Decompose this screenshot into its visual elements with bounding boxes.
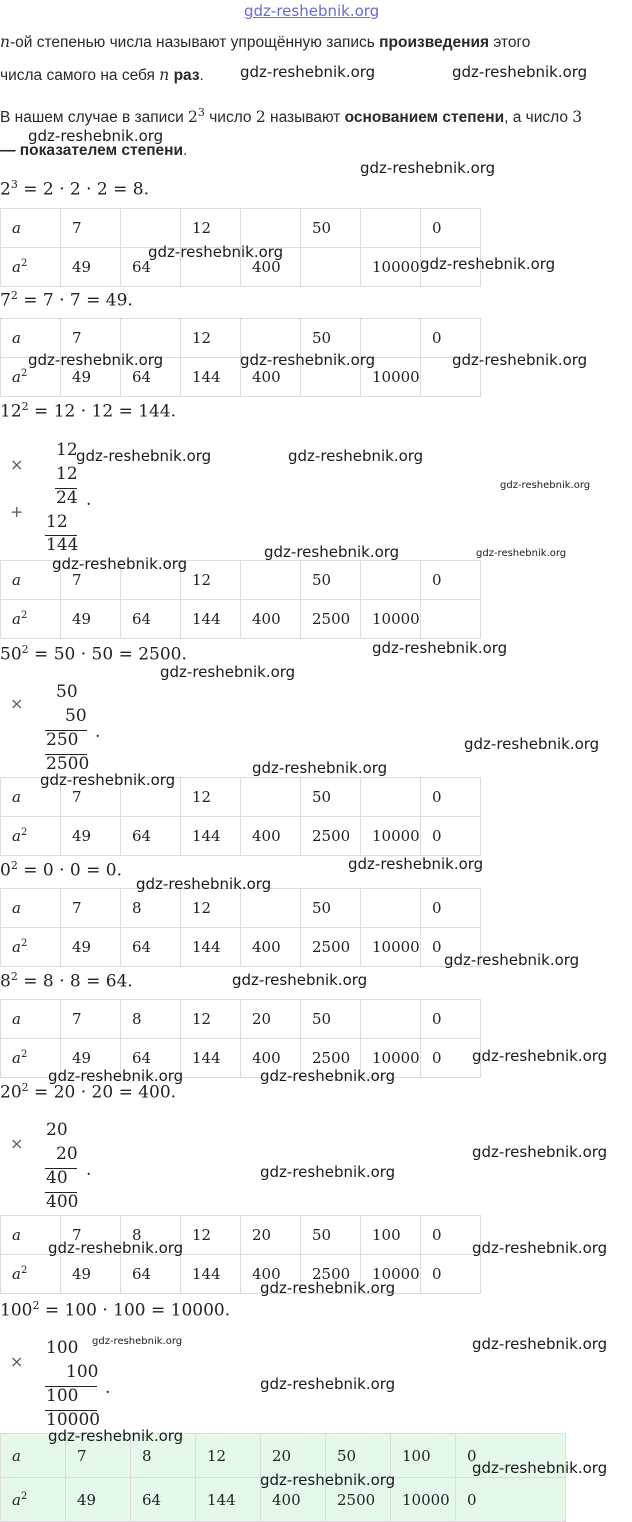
watermark: gdz-reshebnik.org [92,1336,183,1347]
watermark: gdz-reshebnik.org [500,480,591,491]
table-row-a: a 7 12 50 0 [1,209,481,248]
watermark: gdz-reshebnik.org [260,1067,396,1085]
squares-table-5 [0,888,481,967]
watermark: gdz-reshebnik.org [260,1163,396,1181]
watermark-top[interactable]: gdz-reshebnik.org [244,2,380,20]
intro-line-1: n-ой степенью числа называют упрощённую запись произведения этого [0,33,531,51]
table-row-a: a 7 8 12 20 50 0 [1,1000,481,1039]
watermark: gdz-reshebnik.org [48,1427,184,1445]
watermark: gdz-reshebnik.org [240,63,376,81]
times-sign: × [10,1352,24,1371]
watermark: gdz-reshebnik.org [452,351,588,369]
watermark: gdz-reshebnik.org [360,159,496,177]
table-row-a: a 7 8 12 20 50 100 0 [1,1434,566,1478]
table-row-a-squared: $a^2$ 49 64 144 400 2500 10000 0 [1,1255,481,1294]
table-row-a-squared: $a^2$ 49 64 144 400 2500 10000 0 [1,1478,566,1522]
watermark: gdz-reshebnik.org [232,971,368,989]
equation-20-squared: $20^2 = 20 \cdot 20 = 400$. [0,1081,177,1103]
watermark: gdz-reshebnik.org [476,548,567,559]
watermark: gdz-reshebnik.org [260,1279,396,1297]
watermark: gdz-reshebnik.org [260,1471,396,1489]
equation-2-cubed: $2^3 = 2 \cdot 2 \cdot 2 = 8$. [0,178,150,200]
watermark: gdz-reshebnik.org [252,759,388,777]
watermark: gdz-reshebnik.org [48,1239,184,1257]
equation-0-squared: $0^2 = 0 \cdot 0 = 0$. [0,859,122,881]
watermark: gdz-reshebnik.org [464,735,600,753]
watermark: gdz-reshebnik.org [160,663,296,681]
column-multiplication-50: × 50 50 250 . 2500 [10,682,101,774]
equation-12-squared: $12^2 = 12 \cdot 12 = 144$. [0,400,177,422]
equation-8-squared: $8^2 = 8 \cdot 8 = 64$. [0,970,133,992]
watermark: gdz-reshebnik.org [40,771,176,789]
watermark: gdz-reshebnik.org [348,855,484,873]
column-multiplication-20: × 20 20 40 . 400 [10,1120,92,1212]
equation-50-squared: $50^2 = 50 \cdot 50 = 2500$. [0,643,187,665]
intro-line-2: числа самого на себя n раз. [0,66,204,84]
times-sign: × [10,455,24,474]
equation-100-squared: $100^2 = 100 \cdot 100 = 10000$. [0,1299,231,1321]
watermark: gdz-reshebnik.org [260,1375,396,1393]
table-row-a: a 7 12 50 0 [1,561,481,600]
watermark: gdz-reshebnik.org [52,555,188,573]
watermark: gdz-reshebnik.org [148,243,284,261]
watermark: gdz-reshebnik.org [420,255,556,273]
table-row-a: a 7 8 12 20 50 100 0 [1,1216,481,1255]
watermark: gdz-reshebnik.org [76,447,212,465]
watermark: gdz-reshebnik.org [264,543,400,561]
watermark: gdz-reshebnik.org [28,351,164,369]
table-row-a-squared: $a^2$ 49 64 144 400 2500 10000 0 [1,928,481,967]
table-row-a: a 7 12 50 0 [1,778,481,817]
watermark: gdz-reshebnik.org [452,63,588,81]
intro-line-4: — показателем степени. [0,142,188,159]
table-row-a-squared: $a^2$ 49 64 144 400 2500 10000 0 [1,817,481,856]
watermark: gdz-reshebnik.org [472,1143,608,1161]
column-multiplication-100: × 100 100 100 . 10000 [10,1338,111,1430]
column-multiplication-12: × 12 12 24 . + 12 144 [10,440,92,555]
watermark: gdz-reshebnik.org [472,1239,608,1257]
watermark: gdz-reshebnik.org [28,127,164,145]
watermark: gdz-reshebnik.org [240,351,376,369]
plus-sign: + [10,502,24,521]
watermark: gdz-reshebnik.org [288,447,424,465]
watermark: gdz-reshebnik.org [472,1335,608,1353]
table-row-a-squared: $a^2$ 49 64 144 400 2500 10000 [1,600,481,639]
times-sign: × [10,1134,24,1153]
intro-line-3: В нашем случае в записи $2^3$ число 2 называют основанием степени, а число 3 [0,106,583,127]
watermark: gdz-reshebnik.org [48,1067,184,1085]
watermark: gdz-reshebnik.org [136,875,272,893]
equation-7-squared: $7^2 = 7 \cdot 7 = 49$. [0,289,133,311]
table-row-a: a 7 8 12 50 0 [1,889,481,928]
times-sign: × [10,694,24,713]
table-row-a-squared: $a^2$ 49 64 400 10000 [1,248,481,287]
table-row-a-squared: $a^2$ 49 64 144 400 10000 [1,358,481,397]
watermark: gdz-reshebnik.org [472,1047,608,1065]
table-row-a-squared: $a^2$ 49 64 144 400 2500 10000 0 [1,1039,481,1078]
watermark: gdz-reshebnik.org [444,951,580,969]
watermark: gdz-reshebnik.org [372,639,508,657]
watermark: gdz-reshebnik.org [472,1459,608,1477]
table-row-a: a 7 12 50 0 [1,319,481,358]
